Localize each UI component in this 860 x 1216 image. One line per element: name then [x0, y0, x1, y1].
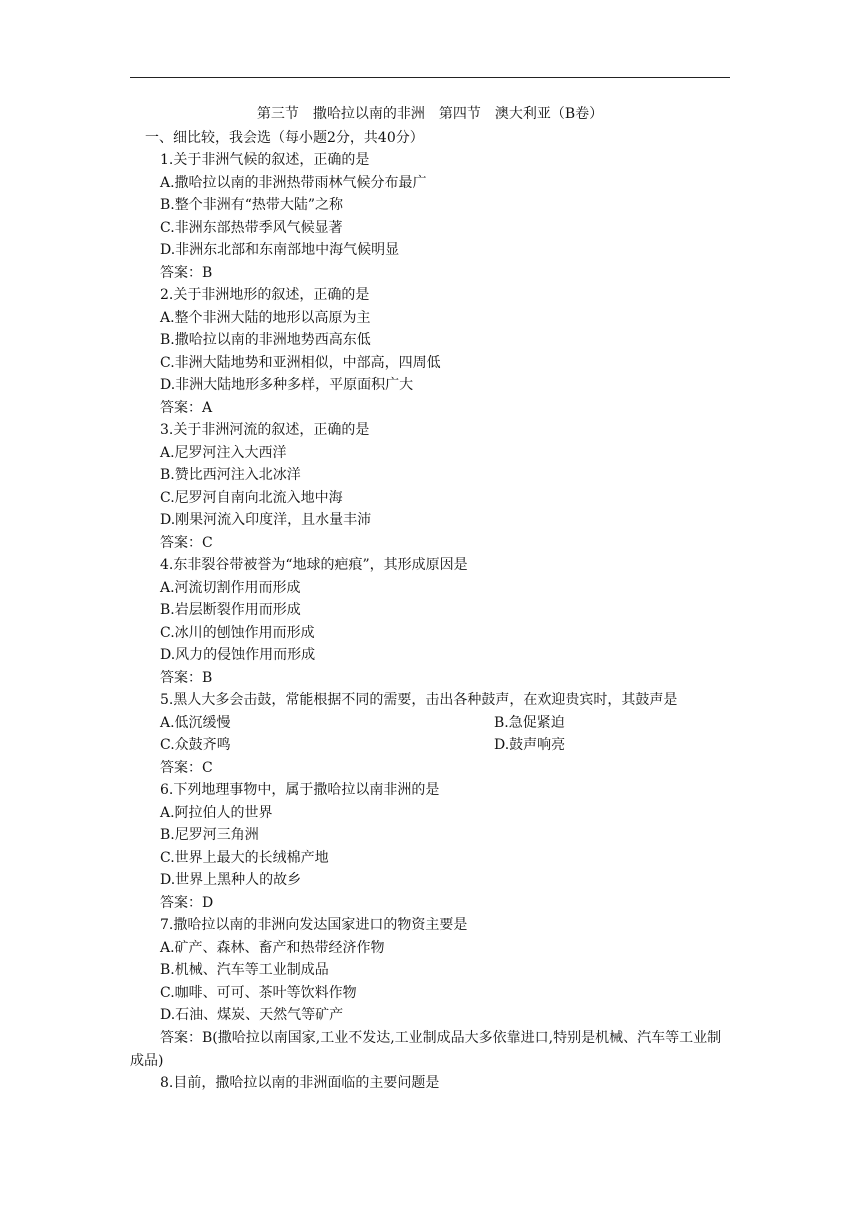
question-7-option-c: C.咖啡、可可、茶叶等饮料作物 [160, 985, 357, 1001]
question-4-option-d: D.风力的侵蚀作用而形成 [160, 647, 316, 663]
question-3-stem: 3.关于非洲河流的叙述，正确的是 [160, 422, 370, 438]
question-1-option-b: B.整个非洲有“热带大陆”之称 [160, 197, 344, 213]
question-8-stem: 8.目前，撒哈拉以南的非洲面临的主要问题是 [160, 1075, 440, 1091]
question-5-option-b: B.急促紧迫 [494, 715, 565, 731]
question-4-option-a: A.河流切割作用而形成 [160, 580, 301, 596]
question-3-option-a: A.尼罗河注入大西洋 [160, 445, 287, 461]
question-4-stem: 4.东非裂谷带被誉为“地球的疤痕”，其形成原因是 [160, 557, 468, 573]
question-7-option-d: D.石油、煤炭、天然气等矿产 [160, 1007, 344, 1023]
question-5-option-a: A.低沉缓慢 [160, 715, 231, 731]
question-5-option-c: C.众鼓齐鸣 [160, 737, 231, 753]
question-7-option-a: A.矿产、森林、畜产和热带经济作物 [160, 940, 385, 956]
question-1-option-c: C.非洲东部热带季风气候显著 [160, 220, 343, 236]
question-7-stem: 7.撒哈拉以南的非洲向发达国家进口的物资主要是 [160, 917, 468, 933]
page-title: 第三节 撒哈拉以南的非洲 第四节 澳大利亚（B卷） [256, 106, 604, 122]
question-2-option-a: A.整个非洲大陆的地形以高原为主 [160, 310, 371, 326]
question-7-answer: 答案：B(撒哈拉以南国家,工业不发达,工业制成品大多依靠进口,特别是机械、汽车等工业制成品) [130, 1030, 722, 1069]
question-4-option-c: C.冰川的刨蚀作用而形成 [160, 625, 315, 641]
question-2-option-d: D.非洲大陆地形多种多样，平原面积广大 [160, 377, 414, 393]
question-3-option-b: B.赞比西河注入北冰洋 [160, 467, 301, 483]
question-5-option-d: D.鼓声响亮 [494, 737, 566, 753]
question-4-answer: 答案：B [160, 670, 213, 686]
question-6-answer: 答案：D [160, 895, 214, 911]
section-heading: 一、细比较，我会选（每小题2分，共40分） [145, 130, 424, 146]
question-5-answer: 答案：C [160, 760, 213, 776]
question-6-option-b: B.尼罗河三角洲 [160, 827, 259, 843]
question-6-option-d: D.世界上黑种人的故乡 [160, 872, 302, 888]
question-2-stem: 2.关于非洲地形的叙述，正确的是 [160, 287, 370, 303]
question-6-stem: 6.下列地理事物中，属于撒哈拉以南非洲的是 [160, 782, 440, 798]
question-1-stem: 1.关于非洲气候的叙述，正确的是 [160, 152, 370, 168]
question-6-option-c: C.世界上最大的长绒棉产地 [160, 850, 329, 866]
question-3-answer: 答案：C [160, 535, 213, 551]
question-2-option-b: B.撒哈拉以南的非洲地势西高东低 [160, 332, 371, 348]
question-2-answer: 答案：A [160, 400, 213, 416]
question-2-option-c: C.非洲大陆地势和亚洲相似，中部高，四周低 [160, 355, 441, 371]
question-1-option-d: D.非洲东北部和东南部地中海气候明显 [160, 242, 400, 258]
question-4-option-b: B.岩层断裂作用而形成 [160, 602, 301, 618]
header-rule [130, 77, 730, 78]
question-3-option-d: D.刚果河流入印度洋，且水量丰沛 [160, 512, 372, 528]
question-5-stem: 5.黑人大多会击鼓，常能根据不同的需要，击出各种鼓声，在欢迎贵宾时，其鼓声是 [160, 692, 678, 708]
question-7-option-b: B.机械、汽车等工业制成品 [160, 962, 329, 978]
question-6-option-a: A.阿拉伯人的世界 [160, 805, 273, 821]
question-1-answer: 答案：B [160, 265, 213, 281]
question-3-option-c: C.尼罗河自南向北流入地中海 [160, 490, 343, 506]
question-1-option-a: A.撒哈拉以南的非洲热带雨林气候分布最广 [160, 175, 427, 191]
